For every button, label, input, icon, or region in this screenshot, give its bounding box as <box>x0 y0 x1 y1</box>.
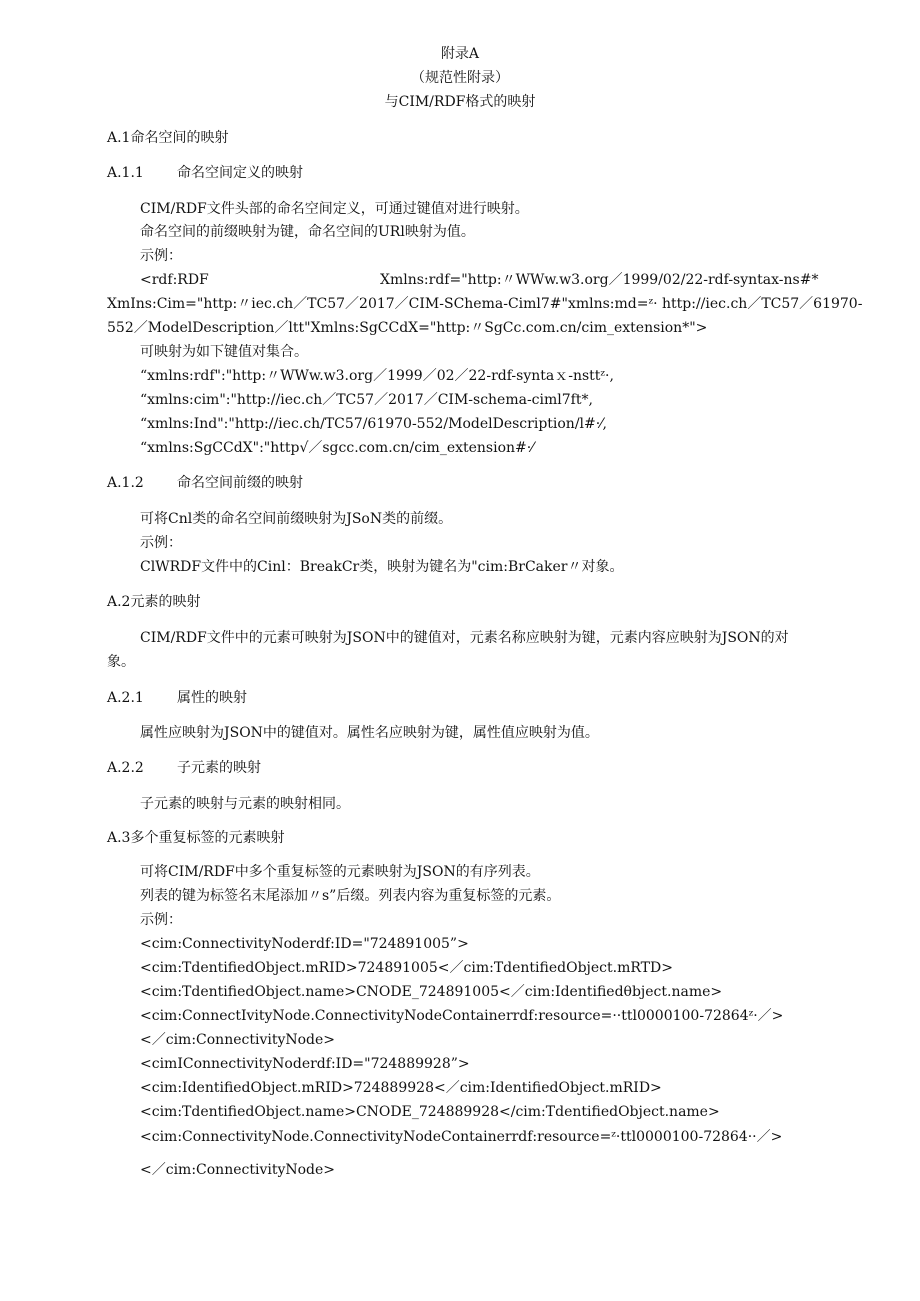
heading-a11-number: A.1.1 <box>107 165 144 181</box>
a11-paragraph-3: 可映射为如下键值对集合。 <box>140 344 308 360</box>
heading-a22-title: 子元素的映射 <box>177 760 261 776</box>
kv-rdf: “xmlns:rdf":"http:〃WWw.w3.org／1999／02／22-rdf-syntaｘ-nsttᶻ·, <box>140 368 614 384</box>
code-line: <cim:TdentifiedObject.mRID>724891005<／cim:TdentifiedObject.mRTD> <box>140 960 673 976</box>
code-line: <cim:ConnectivityNode.ConnectivityNodeContainerrdf:resource=ᶻ·ttl0000100-72864··／> <box>140 1129 783 1145</box>
a2-paragraph-1: CIM/RDF文件中的元素可映射为JSON中的键值对，元素名称应映射为键，元素内容应映射为JSON的对 <box>140 630 789 646</box>
code-line: <cim:IdentifiedObject.mRID>724889928<／cim:IdentifiedObject.mRID> <box>140 1080 662 1096</box>
kv-md: “xmlns:Ind":"http://iec.ch/TC57/61970-552/ModelDescription/l#·⁄, <box>140 416 607 432</box>
a3-paragraph-1: 可将CIM/RDF中多个重复标签的元素映射为JSON的有序列表。 <box>140 864 540 880</box>
a11-paragraph-1: CIM/RDF文件头部的命名空间定义，可通过键值对进行映射。 <box>140 201 529 217</box>
kv-sgccdx: “xmlns:SgCCdX":"http√／sgcc.com.cn/cim_extension#·⁄ <box>140 440 534 456</box>
code-line: <／cim:ConnectivityNode> <box>140 1162 336 1178</box>
rdf-open-tag: <rdf:RDF <box>140 272 209 288</box>
a11-example-label: 示例： <box>140 248 182 264</box>
code-line: <cim:ConnectIvityNode.ConnectivityNodeContainerrdf:resource=··ttl0000100-72864ᶻ·／> <box>140 1008 784 1024</box>
a2-paragraph-1-continued: 象。 <box>107 654 135 670</box>
heading-a1: A.1命名空间的映射 <box>107 130 229 146</box>
code-line: <cim:TdentifiedObject.name>CNODE_724891005<／cim:Identifiedθbject.name> <box>140 984 723 1000</box>
heading-a12 <box>107 473 303 493</box>
a12-paragraph-1: 可将Cnl类的命名空间前缀映射为JSoN类的前缀。 <box>140 511 453 527</box>
a22-paragraph-1: 子元素的映射与元素的映射相同。 <box>140 796 350 812</box>
heading-a21-number: A.2.1 <box>107 690 144 706</box>
a12-paragraph-2: ClWRDF文件中的Cinl：BreakCr类，映射为键名为"cim:BrCaker〃对象。 <box>140 559 624 575</box>
appendix-label: 附录A <box>440 46 480 62</box>
heading-a11-title: 命名空间定义的映射 <box>177 165 303 181</box>
heading-a12-title: 命名空间前缀的映射 <box>177 475 303 491</box>
rdf-xmlns-continued-1: XmIns:Cim="http:〃iec.ch／TC57／2017／CIM-SChema-Ciml7#"xmlns:md=ᶻ· http://iec.ch／TC57／61970- <box>107 296 863 312</box>
heading-a2: A.2元素的映射 <box>107 594 201 610</box>
code-line: <cim:ConnectivityNoderdf:ID="724891005”> <box>140 936 469 952</box>
a21-paragraph-1: 属性应映射为JSON中的键值对。属性名应映射为键，属性值应映射为值。 <box>140 725 599 741</box>
appendix-title: 与CIM/RDF格式的映射 <box>384 94 536 110</box>
heading-a22-number: A.2.2 <box>107 760 144 776</box>
heading-a3: A.3多个重复标签的元素映射 <box>107 830 285 846</box>
a12-example-label: 示例： <box>140 535 182 551</box>
rdf-xmlns-continued-2: 552／ModelDescription／ltt"Xmlns:SgCCdX="http:〃SgCc.com.cn/cim_extension*"> <box>107 320 708 336</box>
a3-paragraph-2: 列表的键为标签名末尾添加〃s”后缀。列表内容为重复标签的元素。 <box>140 888 561 904</box>
a3-example-label: 示例： <box>140 912 182 928</box>
normative-label: （规范性附录） <box>411 70 509 86</box>
rdf-xmlns-rdf: Xmlns:rdf="http:〃WWw.w3.org／1999/02/22-rdf-syntax-ns#* <box>380 272 819 288</box>
code-line: <cim:TdentifiedObject.name>CNODE_724889928</cim:TdentifiedObject.name> <box>140 1104 720 1120</box>
heading-a12-number: A.1.2 <box>107 475 144 491</box>
heading-a21-title: 属性的映射 <box>177 690 247 706</box>
heading-a21 <box>107 688 247 708</box>
heading-a22 <box>107 758 261 778</box>
a11-paragraph-2: 命名空间的前缀映射为键，命名空间的URl映射为值。 <box>140 224 475 240</box>
code-line: <cimIConnectivityNoderdf:ID="724889928”> <box>140 1056 470 1072</box>
kv-cim: “xmlns:cim":"http://iec.ch／TC57／2017／CIM-schema-ciml7ft*, <box>140 392 593 408</box>
heading-a11 <box>107 163 303 183</box>
code-line: <／cim:ConnectivityNode> <box>140 1032 336 1048</box>
